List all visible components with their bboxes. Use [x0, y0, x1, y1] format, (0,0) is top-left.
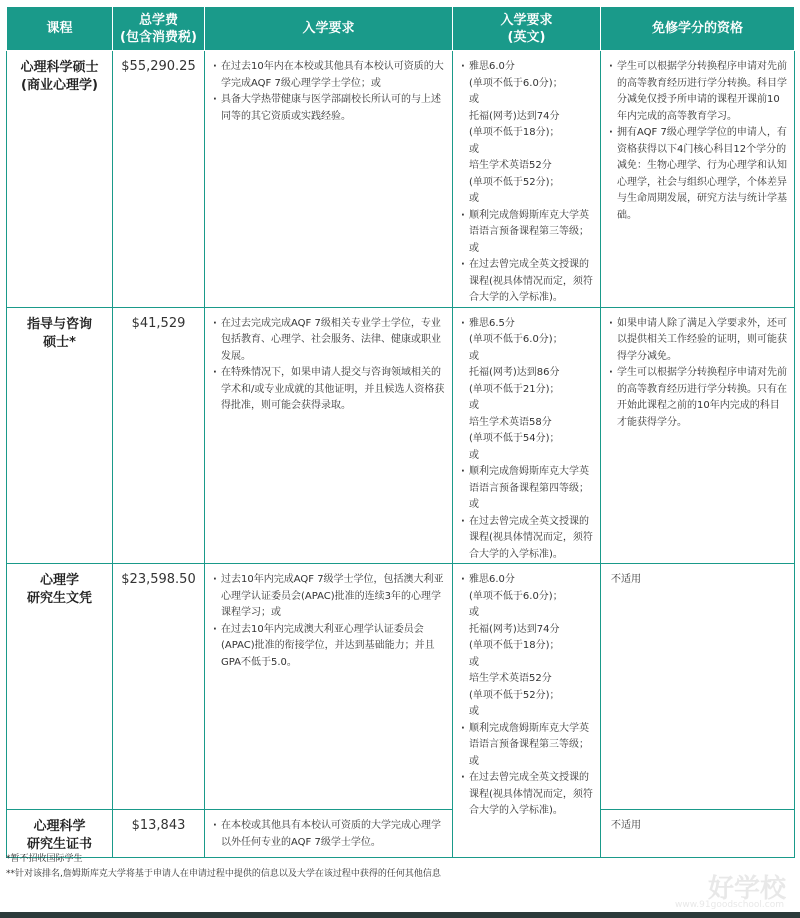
- requirements-list: [205, 564, 452, 671]
- requirement-item: · 在特殊情况下，如果申请人提交与咨询领域相关的学术和/或专业成就的其他证明，并且候选人资格获得批准，则可能会获得录取。: [211, 365, 446, 415]
- table-row: [7, 564, 795, 810]
- english-requirement-line: 托福(网考)达到74分: [469, 110, 560, 122]
- english-requirement-line: 或: [469, 607, 479, 618]
- header-credit-eligibility: 免修学分的资格: [601, 7, 795, 51]
- english-requirement-line: 或: [469, 449, 479, 461]
- requirements-list: [205, 51, 452, 125]
- english-requirements-cell: [453, 564, 601, 858]
- english-requirement-line: (单项不低于6.0分)；: [469, 77, 563, 89]
- credit-item: · 学生可以根据学分转换程序申请对先前的高等教育经历进行学分转换。科目学分减免仅授予所申请的课程开课前10年内完成的高等教育学习。: [607, 59, 788, 125]
- credit-item: · 学生可以根据学分转换程序申请对先前的高等教育经历进行学分转换。只有在开始此课程之前的10年内完成的科目才能获得学分。: [607, 365, 788, 431]
- course-name-line: 硕士*: [43, 334, 76, 350]
- english-requirement-line: 或: [469, 400, 479, 411]
- table-row: [7, 810, 795, 858]
- table-header-row: [7, 7, 795, 51]
- requirement-item: · 在过去10年内在本校或其他具有本校认可资质的大学完成AQF 7级心理学学士学位；或: [211, 59, 446, 92]
- english-requirement-line: (单项不低于6.0分)；: [469, 590, 563, 602]
- credit-eligibility-cell: [601, 51, 795, 308]
- header-english-requirements: 入学要求 (英文): [453, 7, 601, 51]
- requirement-item: · 具备大学热带健康与医学部副校长所认可的与上述同等的其它资质或实践经验。: [211, 92, 446, 125]
- requirement-item: · 在本校或其他具有本校认可资质的大学完成心理学以外任何专业的AQF 7级学士学位。: [211, 818, 446, 851]
- english-requirement-line: · 顺利完成詹姆斯库克大学英语语言预备课程第三等级；或: [457, 208, 596, 258]
- english-requirement-line: 培生学术英语52分: [469, 160, 552, 171]
- course-requirements-table: [6, 6, 795, 858]
- credit-item: · 拥有AQF 7级心理学学位的申请人，有资格获得以下4门核心科目12个学分的减免：生物心理学、行为心理学和认知心理学，社会与组织心理学，个体差异与生命周期发展，研究方法与统计学基础。: [607, 125, 788, 224]
- requirement-item: · 在过去10年内完成澳大利亚心理学认证委员会(APAC)批准的衔接学位，并达到基础能力；并且GPA不低于5.0。: [211, 622, 446, 672]
- credit-list: [601, 308, 794, 432]
- english-requirements-cell: [453, 51, 601, 308]
- credit-list: [601, 51, 794, 224]
- english-requirement-line: 或: [469, 143, 479, 155]
- english-requirement-line: (单项不低于18分)；: [469, 127, 560, 138]
- footnotes: [6, 852, 441, 882]
- requirement-item: · 过去10年内完成AQF 7级学士学位，包括澳大利亚心理学认证委员会(APAC)批准的连续3年的心理学课程学习；或: [211, 572, 446, 622]
- english-requirement-line: (单项不低于54分)；: [469, 433, 560, 444]
- tuition-fee-cell: $41,529: [113, 307, 205, 564]
- english-requirement-line: 或: [469, 94, 479, 105]
- english-requirement-line: 托福(网考)达到86分: [469, 367, 560, 378]
- credit-eligibility-cell: [601, 307, 795, 564]
- credit-eligibility-cell: [601, 810, 795, 858]
- english-requirements-cell: [453, 307, 601, 564]
- table-row: [7, 307, 795, 564]
- english-requirement-line: 或: [469, 706, 479, 717]
- english-requirement-line: · 雅思6.5分: [457, 316, 596, 333]
- course-name-line: 心理科学: [33, 819, 86, 834]
- requirements-cell: [205, 810, 453, 858]
- english-requirement-line: (单项不低于52分)；: [469, 689, 560, 701]
- credit-eligibility-cell: [601, 564, 795, 810]
- tuition-fee-cell: $55,290.25: [113, 51, 205, 308]
- course-name-cell: [7, 51, 113, 308]
- course-name-cell: [7, 810, 113, 858]
- english-requirement-line: (单项不低于52分)；: [469, 176, 560, 188]
- english-requirement-line: · 在过去曾完成全英文授课的课程(视具体情况而定，须符合大学的入学标准)。: [457, 770, 596, 820]
- course-name-cell: [7, 564, 113, 810]
- tuition-fee-cell: $23,598.50: [113, 564, 205, 810]
- english-requirement-line: · 顺利完成詹姆斯库克大学英语语言预备课程第三等级；或: [457, 721, 596, 771]
- header-course: 课程: [7, 7, 113, 51]
- english-requirement-line: 或: [469, 656, 479, 668]
- english-requirement-line: · 顺利完成詹姆斯库克大学英语语言预备课程第四等级；或: [457, 464, 596, 514]
- footnote-1: *暂不招收国际学生: [6, 854, 83, 864]
- bottom-bar: [0, 912, 800, 918]
- course-name-line: 研究生文凭: [26, 591, 92, 606]
- english-requirement-line: 培生学术英语58分: [469, 416, 552, 428]
- not-applicable-text: 不适用: [611, 574, 641, 585]
- course-name-line: (商业心理学): [21, 78, 98, 93]
- english-requirement-line: (单项不低于18分)；: [469, 640, 560, 651]
- requirements-list: [205, 810, 452, 851]
- footnote-2: **针对该排名,詹姆斯库克大学将基于申请人在申请过程中提供的信息以及大学在该过程中获得的任何其他信息: [6, 869, 441, 879]
- watermark-url: www.91goodschool.com: [675, 900, 784, 910]
- table-row: [7, 51, 795, 308]
- watermark-logo: 好学校: [707, 874, 786, 904]
- english-requirement-line: (单项不低于21分)；: [469, 383, 560, 395]
- course-name-line: 研究生证书: [26, 837, 92, 852]
- requirements-cell: [205, 307, 453, 564]
- english-requirement-line: 托福(网考)达到74分: [469, 623, 560, 635]
- requirements-cell: [205, 51, 453, 308]
- english-requirement-line: 或: [469, 350, 479, 362]
- course-name-line: 心理学: [39, 573, 79, 588]
- not-applicable-text: 不适用: [611, 820, 641, 831]
- english-requirement-line: · 雅思6.0分: [457, 572, 596, 589]
- header-requirements: 入学要求: [205, 7, 453, 51]
- english-requirement-line: · 在过去曾完成全英文授课的课程(视具体情况而定，须符合大学的入学标准)。: [457, 257, 596, 307]
- english-requirement-line: · 在过去曾完成全英文授课的课程(视具体情况而定，须符合大学的入学标准)。: [457, 514, 596, 564]
- requirements-cell: [205, 564, 453, 810]
- english-requirement-line: (单项不低于6.0分)；: [469, 334, 563, 345]
- requirement-item: · 在过去完成完成AQF 7级相关专业学士学位，专业包括教育、心理学、社会服务、法律、健康或职业发展。: [211, 316, 446, 366]
- english-requirement-line: 或: [469, 193, 479, 204]
- tuition-fee-cell: $13,843: [113, 810, 205, 858]
- course-name-line: 心理科学硕士: [20, 60, 99, 75]
- english-requirement-line: 培生学术英语52分: [469, 673, 552, 684]
- course-name-cell: [7, 307, 113, 564]
- english-requirement-line: · 雅思6.0分: [457, 59, 596, 76]
- header-fee: 总学费 (包含消费税): [113, 7, 205, 51]
- course-name-line: 指导与咨询: [26, 316, 92, 332]
- credit-item: · 如果申请人除了满足入学要求外，还可以提供相关工作经验的证明，则可能获得学分减免。: [607, 316, 788, 366]
- requirements-list: [205, 308, 452, 415]
